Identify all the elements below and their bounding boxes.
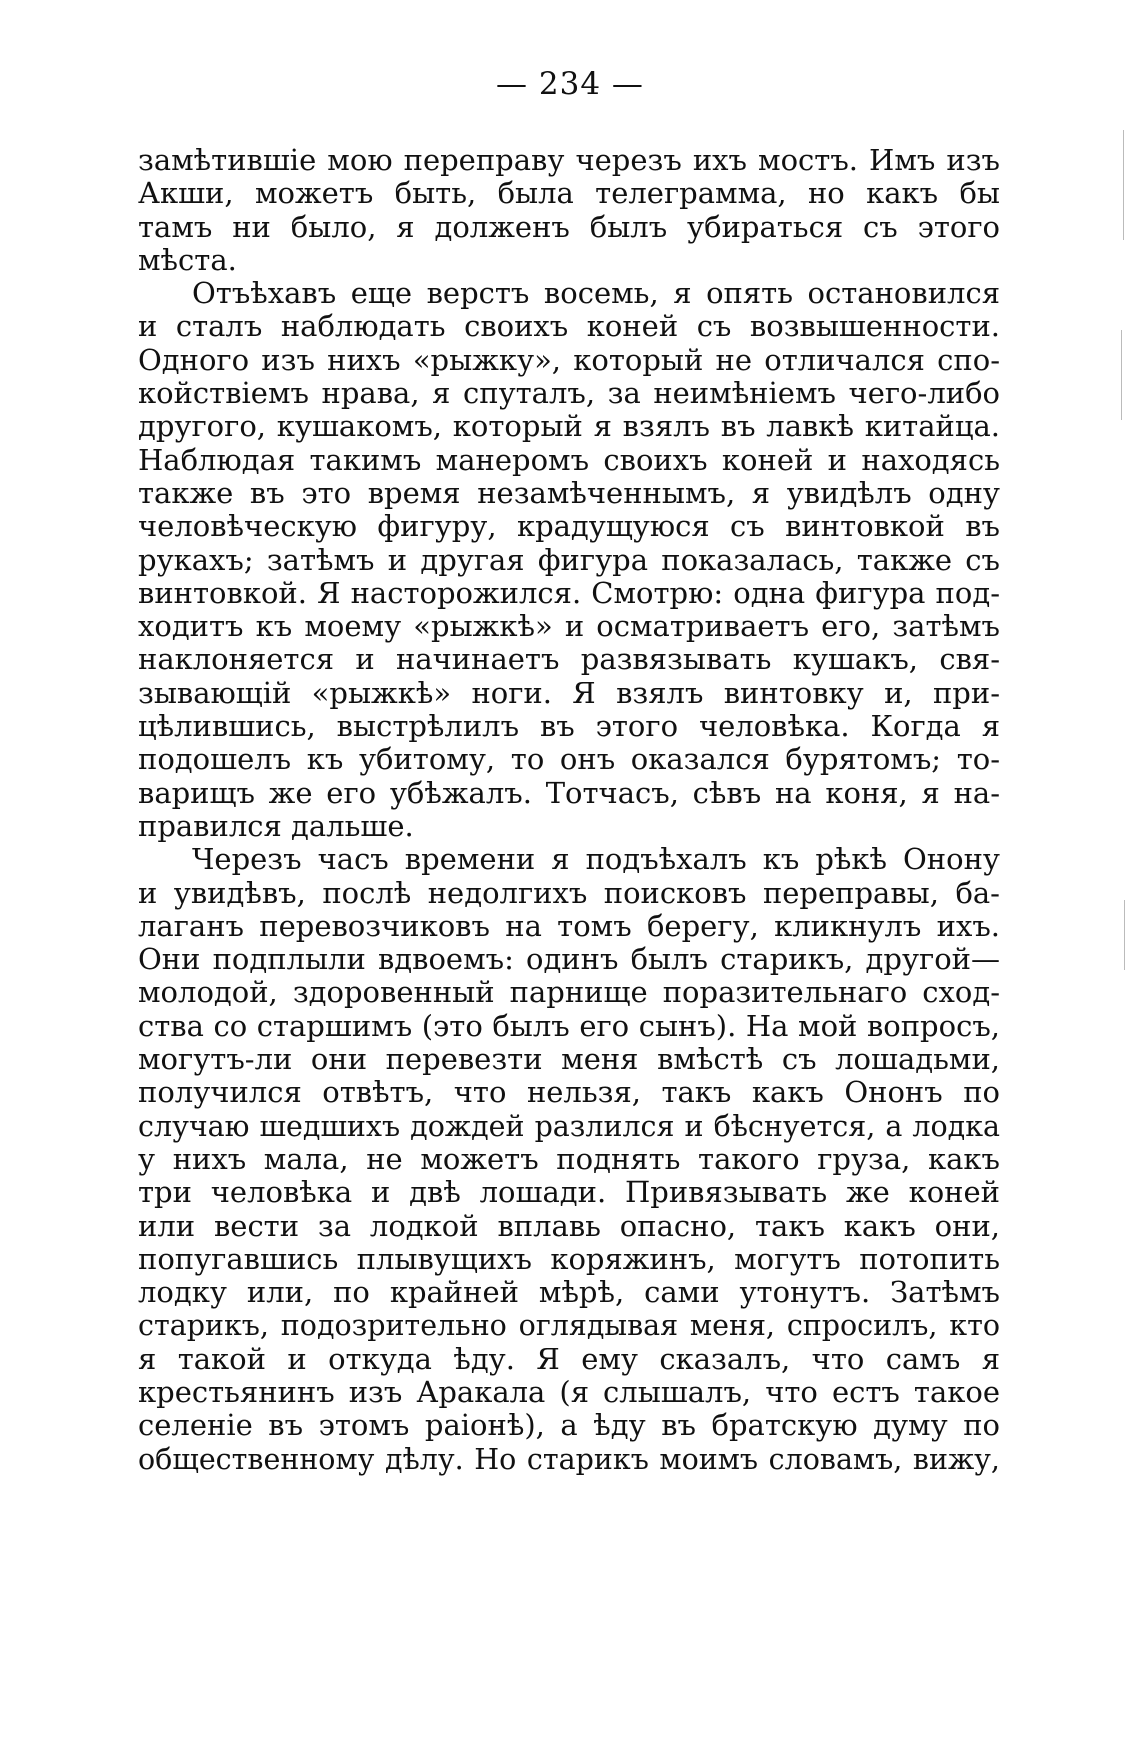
text-line: лодку или, по крайней мѣрѣ, сами утонутъ. Затѣмъ <box>138 1276 1000 1310</box>
text-line: варищъ же его убѣжалъ. Тотчасъ, сѣвъ на коня, я на- <box>138 776 1000 810</box>
text-line: крестьянинъ изъ Аракала (я слышалъ, что естъ такое <box>138 1375 1000 1409</box>
text-line: зывающій «рыжкѣ» ноги. Я взялъ винтовку и, при- <box>138 676 1000 710</box>
text-line: Акши, можетъ быть, была телеграмма, но какъ бы <box>138 177 1000 211</box>
text-line: тамъ ни было, я долженъ былъ убираться съ этого <box>138 210 1000 244</box>
text-line: и сталъ наблюдать своихъ коней съ возвышенности. <box>138 310 1000 344</box>
text-line: человѣческую фигуру, крадущуюся съ винтовкой въ <box>138 510 1000 544</box>
text-line: получился отвѣтъ, что нельзя, такъ какъ Ононъ по <box>138 1076 1000 1110</box>
text-line: случаю шедшихъ дождей разлился и бѣснуется, а лодка <box>138 1109 1000 1143</box>
text-line: у нихъ мала, не можетъ поднять такого груза, какъ <box>138 1142 1000 1176</box>
text-line: замѣтившіе мою переправу черезъ ихъ мостъ. Имъ изъ <box>138 144 1000 177</box>
scan-edge-mark <box>1123 130 1124 240</box>
text-line: и увидѣвъ, послѣ недолгихъ поисковъ переправы, ба- <box>138 876 1000 910</box>
text-line: молодой, здоровенный парнище поразительнаго сход- <box>138 976 1000 1010</box>
text-line: общественному дѣлу. Но старикъ моимъ словамъ, вижу, <box>138 1442 1000 1476</box>
text-line: другого, кушакомъ, который я взялъ въ лавкѣ китайца. <box>138 410 1000 444</box>
text-line: правился дальше. <box>138 809 414 843</box>
text-line: подошелъ къ убитому, то онъ оказался бурятомъ; то- <box>138 743 1000 777</box>
text-line: ходитъ къ моему «рыжкѣ» и осматриваетъ его, затѣмъ <box>138 610 1000 644</box>
scan-edge-mark <box>1124 900 1125 970</box>
text-line: мѣста. <box>138 243 237 277</box>
text-line: лаганъ перевозчиковъ на томъ берегу, кликнулъ ихъ. <box>138 909 1000 943</box>
page-number: — 234 — <box>496 66 644 102</box>
text-line: три человѣка и двѣ лошади. Привязывать же коней <box>138 1176 1000 1210</box>
paragraph-start-line: Отъѣхавъ еще верстъ восемь, я опять остановился <box>192 277 1000 311</box>
text-line: попугавшись плывущихъ коряжинъ, могутъ потопить <box>138 1242 1000 1276</box>
text-line: также въ это время незамѣченнымъ, я увидѣлъ одну <box>138 476 1000 510</box>
text-line: Наблюдая такимъ манеромъ своихъ коней и находясь <box>138 443 1000 477</box>
text-line: наклоняется и начинаетъ развязывать кушакъ, свя- <box>138 643 1000 677</box>
text-line: рукахъ; затѣмъ и другая фигура показалась, также съ <box>138 543 1000 577</box>
text-line: Одного изъ нихъ «рыжку», который не отличался спо- <box>138 343 1000 377</box>
text-line: винтовкой. Я насторожился. Смотрю: одна фигура под- <box>138 576 1000 610</box>
body-text <box>138 144 1000 1476</box>
text-line: селеніе въ этомъ раіонѣ), а ѣду въ братскую думу по <box>138 1409 1000 1443</box>
text-line: или вести за лодкой вплавь опасно, такъ какъ они, <box>138 1209 1000 1243</box>
text-line: койствіемъ нрава, я спуталъ, за неимѣніемъ чего-либо <box>138 377 1000 411</box>
scan-edge-mark <box>1121 330 1122 420</box>
text-line: цѣлившись, выстрѣлилъ въ этого человѣка. Когда я <box>138 710 1000 744</box>
text-line: я такой и откуда ѣду. Я ему сказалъ, что самъ я <box>138 1342 1000 1376</box>
text-line: ства со старшимъ (это былъ его сынъ). На мой вопросъ, <box>138 1009 1000 1043</box>
text-line: старикъ, подозрительно оглядывая меня, спросилъ, кто <box>138 1309 1000 1343</box>
paragraph-start-line: Черезъ часъ времени я подъѣхалъ къ рѣкѣ Онону <box>192 843 1000 877</box>
text-line: могутъ-ли они перевезти меня вмѣстѣ съ лошадьми, <box>138 1043 1000 1077</box>
text-line: Они подплыли вдвоемъ: одинъ былъ старикъ, другой— <box>138 943 1000 977</box>
